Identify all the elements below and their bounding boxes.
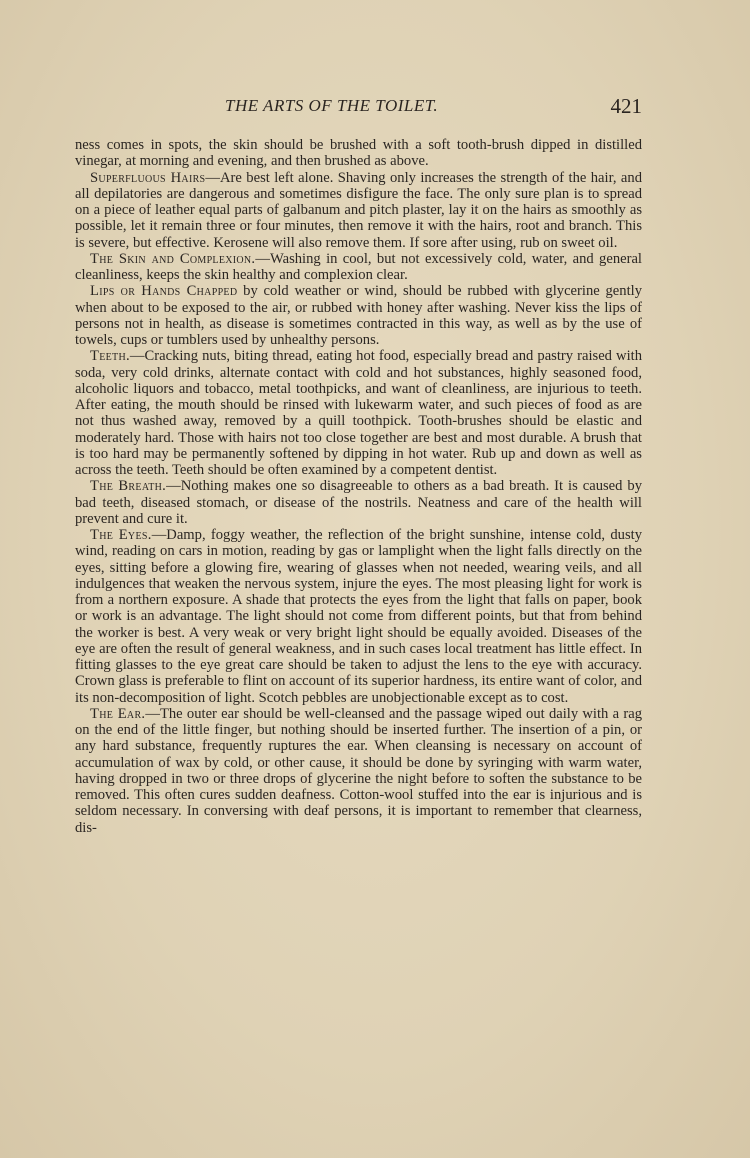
section-heading: Superfluous Hairs [90, 169, 206, 186]
running-title: THE ARTS OF THE TOILET. [225, 96, 439, 115]
paragraph-text: ness comes in spots, the skin should be brushed with a soft tooth-brush dipped in distilled vinegar, at morning and evening, and then brushed as above. [75, 137, 642, 170]
section-heading: The Eyes. [90, 527, 152, 543]
paragraph-ear [75, 706, 642, 836]
section-heading: The Skin and Complexion. [90, 250, 256, 267]
page-number: 421 [610, 94, 642, 118]
paragraph-continuation [75, 137, 642, 170]
section-heading: The Breath. [90, 478, 167, 495]
paragraph-text: —Washing in cool, but not excessively cold, water, and general cleanliness, keeps the skin healthy and complexion clear. [75, 250, 642, 283]
paragraph-text: —Nothing makes one so disagreeable to others as a bad breath. It is caused by bad teeth, diseased stomach, or disease of the nostrils. Neatness and care of the health will prevent and cure it. [75, 478, 642, 527]
paragraph-text: by cold weather or wind, should be rubbed with glycerine gently when about to be exposed to the air, or rubbed with honey after washing. Never kiss the lips of persons not in health, as disease is sometimes contracted in this way, as well as by the use of towels, cups or tumblers used by unhealthy persons. [75, 283, 642, 348]
paragraph-eyes [75, 527, 642, 706]
paragraph-text: —The outer ear should be well-cleansed and the passage wiped out daily with a rag on the end of the little finger, but nothing should be inserted further. The insertion of a pin, or any hard substance, frequently ruptures the ear. When cleansing is necessary on account of accumulation of wax by cold, or other cause, it should be done by syringing with warm water, having dropped in two or three drops of glycerine the night before to soften the substance to be removed. This often cures sudden deafness. Cotton-wool stuffed into the ear is injurious and is seldom necessary. In conversing with deaf persons, it is important to remember that clearness, dis- [75, 705, 642, 836]
paragraph-text: —Are best left alone. Shaving only increases the strength of the hair, and all depilatories are dangerous and sometimes disfigure the face. The only sure plan is to spread on a piece of leather equal parts of galbanum and pitch plaster, lay it on the hairs as smoothly as possible, let it remain three or four minutes, then remove it with the hairs, root and branch. This is severe, but effective. Kerosene will also remove them. If sore after using, rub on sweet oil. [75, 169, 642, 251]
paragraph-skin-complexion [75, 251, 642, 284]
paragraph-text: —Cracking nuts, biting thread, eating hot food, especially bread and pastry raised with soda, very cold drinks, alternate contact with cold and hot substances, highly seasoned food, alcoholic liquors and tobacco, metal toothpicks, and want of cleanliness, are injurious to teeth. After eating, the mouth should be rinsed with lukewarm water, and such pieces of food as are not thus washed away, removed by a quill toothpick. Tooth-brushes should be elastic and moderately hard. Those with hairs not too close together are best and most durable. A brush that is too hard may be permanently softened by dipping in hot water. Rub up and down as well as across the teeth. Teeth should be often examined by a competent dentist. [75, 348, 642, 478]
paragraph-breath [75, 478, 642, 527]
paragraph-superfluous-hairs [75, 170, 642, 251]
paragraph-lips-hands [75, 283, 642, 348]
section-heading: Lips or Hands Chapped [90, 283, 238, 300]
page-header [75, 96, 642, 124]
section-heading: The Ear. [90, 705, 146, 722]
body-text [75, 137, 642, 836]
paragraph-teeth [75, 348, 642, 478]
paragraph-text: —Damp, foggy weather, the reflection of the bright sunshine, intense cold, dusty wind, reading on cars in motion, reading by gas or lamplight when the light falls directly on the eyes, sitting before a glowing fire, wearing of glasses when not needed, wearing veils, and all indulgences that weaken the nervous system, injure the eyes. The most pleasing light for work is from a northern exposure. A shade that protects the eyes from the light that falls on paper, book or work is an advantage. The light should not come from different points, but that from behind the worker is best. A very weak or very bright light should be equally avoided. Diseases of the eye are often the result of general weakness, and in such cases local treatment has little effect. In fitting glasses to the eye great care should be taken to adjust the lens to the eye with accuracy. Crown glass is preferable to flint on account of its superior hardness, its entire want of color, and its non-decomposition of light. Scotch pebbles are unobjectionable except as to cost. [75, 527, 642, 706]
section-heading: Teeth. [90, 348, 130, 365]
